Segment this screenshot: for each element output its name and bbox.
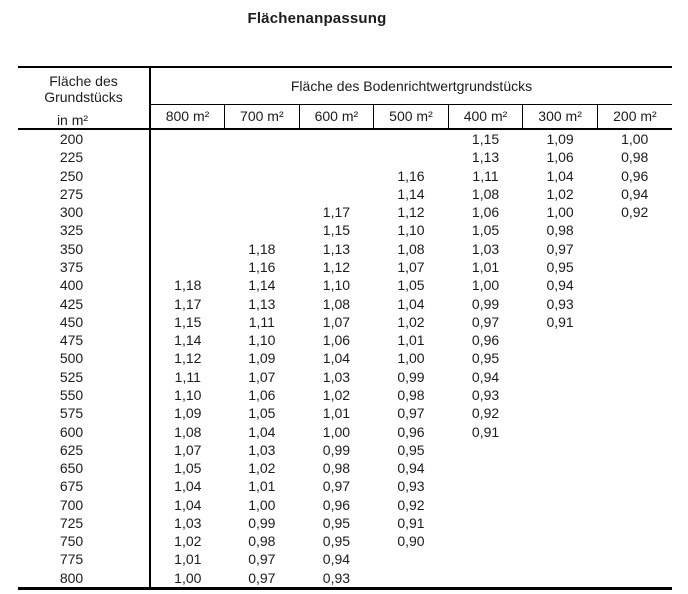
factor-cell [597, 441, 672, 459]
factor-cell: 0,98 [621, 149, 649, 166]
factor-cell [374, 129, 449, 148]
table-row [18, 514, 672, 532]
factor-cell: 1,04 [174, 478, 202, 495]
factor-cell [523, 423, 598, 441]
factor-cell [523, 404, 598, 422]
factor-cell [225, 185, 300, 203]
factor-cell: 1,11 [174, 368, 201, 385]
group-header-row [18, 67, 672, 104]
factor-cell [448, 569, 523, 589]
factor-cell: 0,93 [471, 386, 500, 403]
factor-cell: 1,05 [248, 405, 276, 422]
factor-cell: 0,98 [397, 386, 425, 403]
factor-cell: 1,17 [322, 204, 351, 221]
factor-cell: 1,00 [397, 350, 425, 367]
factor-cell: 1,04 [248, 423, 276, 440]
table-row [18, 295, 672, 313]
factor-cell [150, 221, 225, 239]
factor-cell: 1,10 [322, 277, 351, 294]
factor-cell [225, 221, 300, 239]
factor-cell: 0,94 [322, 551, 351, 568]
factor-cell: 0,91 [397, 514, 425, 531]
factor-cell: 0,94 [546, 277, 574, 294]
factor-cell: 1,01 [471, 258, 500, 275]
factor-cell: 0,96 [621, 167, 649, 184]
table-body [18, 129, 672, 589]
factor-cell: 1,00 [248, 496, 276, 513]
factor-cell: 1,00 [174, 569, 202, 586]
area-cell: 575 [18, 404, 150, 422]
factor-cell: 1,03 [174, 514, 202, 531]
factor-cell: 1,08 [322, 295, 351, 312]
factor-cell: 1,07 [174, 441, 202, 458]
factor-cell: 1,11 [472, 167, 499, 184]
factor-cell [597, 532, 672, 550]
factor-cell [523, 331, 598, 349]
factor-cell: 1,08 [174, 423, 202, 440]
table-row [18, 331, 672, 349]
col-header-400: 400 m² [448, 104, 523, 129]
factor-cell [597, 477, 672, 495]
area-cell: 225 [18, 148, 150, 166]
factor-cell [597, 496, 672, 514]
factor-cell [597, 349, 672, 367]
factor-cell: 1,03 [471, 240, 500, 257]
corner-header-label: Fläche des Grundstücks [44, 73, 123, 105]
table-row [18, 221, 672, 239]
factor-cell: 0,91 [471, 423, 500, 440]
factor-cell: 1,07 [397, 258, 425, 275]
factor-cell: 1,12 [322, 258, 351, 275]
area-cell: 700 [18, 496, 150, 514]
col-header-800: 800 m² [150, 104, 225, 129]
area-cell: 625 [18, 441, 150, 459]
factor-cell: 1,05 [397, 277, 425, 294]
factor-cell [299, 129, 374, 148]
table-row [18, 203, 672, 221]
factor-cell: 1,07 [322, 313, 351, 330]
factor-cell: 1,01 [397, 332, 425, 349]
area-cell: 250 [18, 167, 150, 185]
factor-cell: 0,93 [546, 295, 574, 312]
factor-cell [150, 258, 225, 276]
factor-cell [523, 550, 598, 568]
area-cell: 800 [18, 569, 150, 589]
table-row [18, 240, 672, 258]
factor-cell: 0,91 [546, 313, 574, 330]
area-cell: 200 [18, 129, 150, 148]
factor-cell [448, 550, 523, 568]
factor-cell: 1,14 [248, 277, 276, 294]
factor-cell [225, 129, 300, 148]
factor-cell [597, 313, 672, 331]
table-row [18, 129, 672, 148]
factor-cell [523, 477, 598, 495]
factor-cell: 1,15 [322, 222, 351, 239]
factor-cell [299, 167, 374, 185]
factor-cell [523, 459, 598, 477]
area-cell: 675 [18, 477, 150, 495]
factor-cell [523, 368, 598, 386]
factor-cell: 1,13 [248, 295, 276, 312]
factor-cell: 1,05 [471, 222, 500, 239]
table-row [18, 349, 672, 367]
table-row [18, 477, 672, 495]
factor-cell [448, 477, 523, 495]
factor-cell: 0,94 [471, 368, 500, 385]
factor-cell [448, 441, 523, 459]
corner-header [18, 67, 150, 129]
factor-cell: 1,15 [471, 131, 500, 147]
table-row [18, 276, 672, 294]
factor-cell: 1,02 [174, 533, 202, 550]
factor-cell: 1,16 [248, 258, 276, 275]
factor-cell: 1,08 [397, 240, 425, 257]
factor-cell: 1,03 [322, 368, 351, 385]
factor-cell: 1,02 [248, 460, 276, 477]
area-cell: 450 [18, 313, 150, 331]
factor-cell [299, 148, 374, 166]
factor-cell [448, 532, 523, 550]
table-row [18, 185, 672, 203]
factor-cell: 0,94 [397, 460, 425, 477]
table-row [18, 404, 672, 422]
factor-cell [225, 203, 300, 221]
factor-cell: 1,04 [397, 295, 425, 312]
factor-cell [523, 532, 598, 550]
table-row [18, 148, 672, 166]
factor-cell: 0,98 [248, 533, 276, 550]
factor-cell: 1,01 [248, 478, 276, 495]
table-header [18, 67, 672, 129]
factor-cell: 1,02 [397, 313, 425, 330]
factor-cell: 0,97 [322, 478, 351, 495]
factor-cell: 1,10 [174, 386, 202, 403]
group-header: Fläche des Bodenrichtwertgrundstücks [150, 67, 672, 104]
factor-cell: 1,00 [471, 277, 500, 294]
factor-cell [374, 148, 449, 166]
factor-cell [523, 569, 598, 589]
factor-cell: 1,13 [322, 240, 351, 257]
table-row [18, 441, 672, 459]
factor-cell [523, 496, 598, 514]
factor-cell [150, 167, 225, 185]
factor-cell [597, 514, 672, 532]
factor-cell [150, 185, 225, 203]
factor-cell [597, 569, 672, 589]
factor-cell [448, 496, 523, 514]
factor-cell: 1,00 [322, 423, 351, 440]
factor-cell: 0,98 [546, 222, 574, 239]
factor-cell: 1,01 [174, 551, 202, 568]
factor-cell: 0,92 [397, 496, 425, 513]
factor-cell: 1,08 [471, 185, 500, 202]
table-row [18, 368, 672, 386]
factor-cell: 1,07 [248, 368, 276, 385]
factor-cell: 1,10 [397, 222, 425, 239]
col-header-600: 600 m² [299, 104, 374, 129]
factor-cell: 0,97 [546, 240, 574, 257]
area-cell: 725 [18, 514, 150, 532]
factor-cell: 1,02 [322, 386, 351, 403]
factor-cell: 0,95 [471, 350, 500, 367]
area-cell: 275 [18, 185, 150, 203]
col-header-500: 500 m² [374, 104, 449, 129]
factor-cell: 0,97 [248, 551, 276, 568]
factor-cell: 0,90 [397, 533, 425, 550]
factor-cell: 1,16 [397, 167, 425, 184]
area-cell: 475 [18, 331, 150, 349]
factor-cell [597, 368, 672, 386]
factor-cell [597, 331, 672, 349]
factor-cell [299, 185, 374, 203]
factor-cell: 0,99 [248, 514, 276, 531]
factor-cell [597, 404, 672, 422]
table-row [18, 167, 672, 185]
factor-cell: 1,18 [174, 277, 202, 294]
table-row [18, 386, 672, 404]
factor-cell: 0,93 [322, 569, 351, 586]
factor-cell: 0,92 [471, 405, 500, 422]
table-row [18, 313, 672, 331]
factor-cell: 1,04 [322, 350, 351, 367]
factor-cell: 1,18 [248, 240, 276, 257]
factor-cell: 0,99 [397, 368, 425, 385]
factor-cell: 0,94 [621, 185, 649, 202]
corner-header-unit: in m² [56, 112, 89, 128]
area-cell: 400 [18, 276, 150, 294]
factor-cell [597, 295, 672, 313]
factor-cell [597, 276, 672, 294]
area-cell: 600 [18, 423, 150, 441]
factor-cell: 0,97 [248, 569, 276, 586]
area-cell: 300 [18, 203, 150, 221]
factor-cell [150, 240, 225, 258]
factor-cell [597, 258, 672, 276]
table-row [18, 423, 672, 441]
table-row [18, 258, 672, 276]
factor-cell [523, 349, 598, 367]
area-cell: 775 [18, 550, 150, 568]
factor-cell [597, 550, 672, 568]
col-header-300: 300 m² [523, 104, 598, 129]
factor-cell: 0,96 [471, 332, 500, 349]
factor-cell [597, 240, 672, 258]
factor-cell [597, 221, 672, 239]
table-row [18, 550, 672, 568]
factor-cell: 0,96 [397, 423, 425, 440]
factor-cell: 1,00 [546, 204, 574, 221]
factor-cell [374, 569, 449, 589]
factor-cell [150, 129, 225, 148]
factor-cell: 1,03 [248, 441, 276, 458]
factor-cell: 0,99 [322, 441, 351, 458]
factor-cell: 1,13 [471, 149, 500, 166]
factor-cell: 1,05 [174, 460, 202, 477]
factor-cell: 0,98 [322, 460, 351, 477]
factor-cell: 1,14 [174, 332, 202, 349]
factor-cell: 0,99 [471, 295, 500, 312]
factor-cell [448, 459, 523, 477]
area-cell: 425 [18, 295, 150, 313]
factor-cell: 0,96 [322, 496, 351, 513]
factor-cell: 1,04 [174, 496, 202, 513]
factor-cell [523, 441, 598, 459]
factor-cell: 1,04 [546, 167, 574, 184]
area-cell: 500 [18, 349, 150, 367]
factor-cell: 1,10 [248, 332, 276, 349]
factor-cell [523, 514, 598, 532]
area-cell: 375 [18, 258, 150, 276]
factor-cell [597, 459, 672, 477]
factor-cell: 0,97 [471, 313, 500, 330]
area-cell: 650 [18, 459, 150, 477]
area-cell: 350 [18, 240, 150, 258]
document-page [0, 10, 688, 594]
factor-cell [150, 148, 225, 166]
factor-cell: 0,93 [397, 478, 425, 495]
factor-cell: 1,09 [248, 350, 276, 367]
table-row [18, 496, 672, 514]
factor-cell: 0,97 [397, 405, 425, 422]
factor-cell: 0,95 [322, 533, 351, 550]
factor-cell: 1,09 [546, 131, 574, 147]
factor-cell: 1,02 [546, 185, 574, 202]
factor-cell [597, 386, 672, 404]
factor-cell: 1,11 [248, 313, 275, 330]
factor-cell: 1,00 [621, 131, 649, 147]
factor-cell: 1,12 [174, 350, 202, 367]
col-header-700: 700 m² [225, 104, 300, 129]
factor-cell [448, 514, 523, 532]
factor-cell [150, 203, 225, 221]
factor-cell [374, 550, 449, 568]
factor-cell: 1,06 [546, 149, 574, 166]
factor-cell: 1,06 [248, 386, 276, 403]
factor-cell [225, 148, 300, 166]
area-cell: 550 [18, 386, 150, 404]
factor-cell: 0,92 [621, 204, 649, 221]
factor-cell: 1,01 [322, 405, 351, 422]
factor-cell: 1,06 [471, 204, 500, 221]
flaechenanpassung-table [18, 66, 672, 590]
table-row [18, 532, 672, 550]
col-header-200: 200 m² [597, 104, 672, 129]
factor-cell: 0,95 [546, 258, 574, 275]
area-cell: 325 [18, 221, 150, 239]
factor-cell: 1,14 [397, 185, 425, 202]
table-row [18, 569, 672, 589]
factor-cell [597, 423, 672, 441]
area-cell: 750 [18, 532, 150, 550]
factor-cell: 1,15 [174, 313, 202, 330]
factor-cell: 1,06 [322, 332, 351, 349]
factor-cell: 0,95 [322, 514, 351, 531]
factor-cell: 1,09 [174, 405, 202, 422]
factor-cell: 1,12 [397, 204, 425, 221]
factor-cell [225, 167, 300, 185]
page-title: Flächenanpassung [247, 10, 387, 27]
factor-cell [523, 386, 598, 404]
area-cell: 525 [18, 368, 150, 386]
factor-cell: 0,95 [397, 441, 425, 458]
factor-cell: 1,17 [174, 295, 202, 312]
table-row [18, 459, 672, 477]
